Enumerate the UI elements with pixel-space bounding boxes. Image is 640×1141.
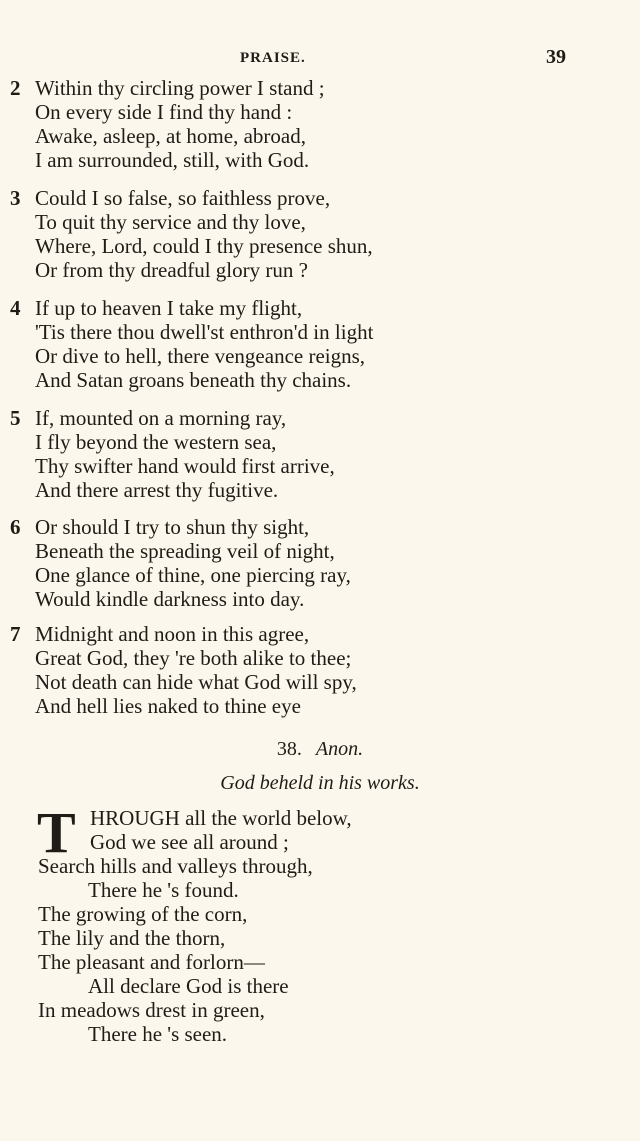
verse-line: Beneath the spreading veil of night, xyxy=(35,539,335,563)
verse-line: On every side I find thy hand : xyxy=(35,100,293,124)
page-header xyxy=(0,46,640,72)
verse-line: 'Tis there thou dwell'st enthron'd in light xyxy=(35,320,374,344)
verse-line: All declare God is there xyxy=(88,974,289,998)
verse-line: And there arrest thy fugitive. xyxy=(35,478,279,502)
verse-line: Or dive to hell, there vengeance reigns, xyxy=(35,344,366,368)
verse-line: One glance of thine, one piercing ray, xyxy=(35,563,351,587)
verse-line: There he 's found. xyxy=(88,878,239,902)
verse-line: I fly beyond the western sea, xyxy=(35,430,277,454)
verse-line: Within thy circling power I stand ; xyxy=(35,76,325,100)
running-head: PRAISE. xyxy=(240,50,306,66)
verse-line: Would kindle darkness into day. xyxy=(35,587,305,611)
verse-line: Search hills and valleys through, xyxy=(38,854,313,878)
verse-line: In meadows drest in green, xyxy=(38,998,265,1022)
verse-line: Thy swifter hand would first arrive, xyxy=(35,454,335,478)
stanza-number: 5 xyxy=(10,406,21,430)
drop-cap: T xyxy=(37,800,76,865)
verse-line: Awake, asleep, at home, abroad, xyxy=(35,124,306,148)
verse-line: Great God, they 're both alike to thee; xyxy=(35,646,352,670)
hymn-number: 38. xyxy=(276,738,302,760)
stanza-number: 6 xyxy=(10,515,21,539)
stanza-number: 3 xyxy=(10,186,21,210)
verse-line: I am surrounded, still, with God. xyxy=(35,148,310,172)
verse-line: Or from thy dreadful glory run ? xyxy=(35,258,308,282)
verse-line: To quit thy service and thy love, xyxy=(35,210,306,234)
verse-line: God we see all around ; xyxy=(90,830,289,854)
page-number: 39 xyxy=(546,46,566,68)
stanza-number: 4 xyxy=(10,296,21,320)
verse-line: Or should I try to shun thy sight, xyxy=(35,515,310,539)
verse-line: Where, Lord, could I thy presence shun, xyxy=(35,234,373,258)
verse-line: HROUGH all the world below, xyxy=(90,806,352,830)
stanza-number: 7 xyxy=(10,622,21,646)
verse-line: The pleasant and forlorn— xyxy=(38,950,265,974)
verse-line: The lily and the thorn, xyxy=(38,926,226,950)
hymn-subtitle: God beheld in his works. xyxy=(220,772,420,794)
verse-line: The growing of the corn, xyxy=(38,902,248,926)
verse-line: And Satan groans beneath thy chains. xyxy=(35,368,352,392)
stanza-number: 2 xyxy=(10,76,21,100)
verse-line: And hell lies naked to thine eye xyxy=(35,694,301,718)
hymn-heading xyxy=(0,738,640,761)
verse-line: There he 's seen. xyxy=(88,1022,228,1046)
verse-line: Could I so false, so faithless prove, xyxy=(35,186,331,210)
hymn-author: Anon. xyxy=(315,738,364,760)
verse-line: Midnight and noon in this agree, xyxy=(35,622,310,646)
verse-line: If up to heaven I take my flight, xyxy=(35,296,303,320)
verse-line: Not death can hide what God will spy, xyxy=(35,670,357,694)
verse-line: If, mounted on a morning ray, xyxy=(35,406,287,430)
